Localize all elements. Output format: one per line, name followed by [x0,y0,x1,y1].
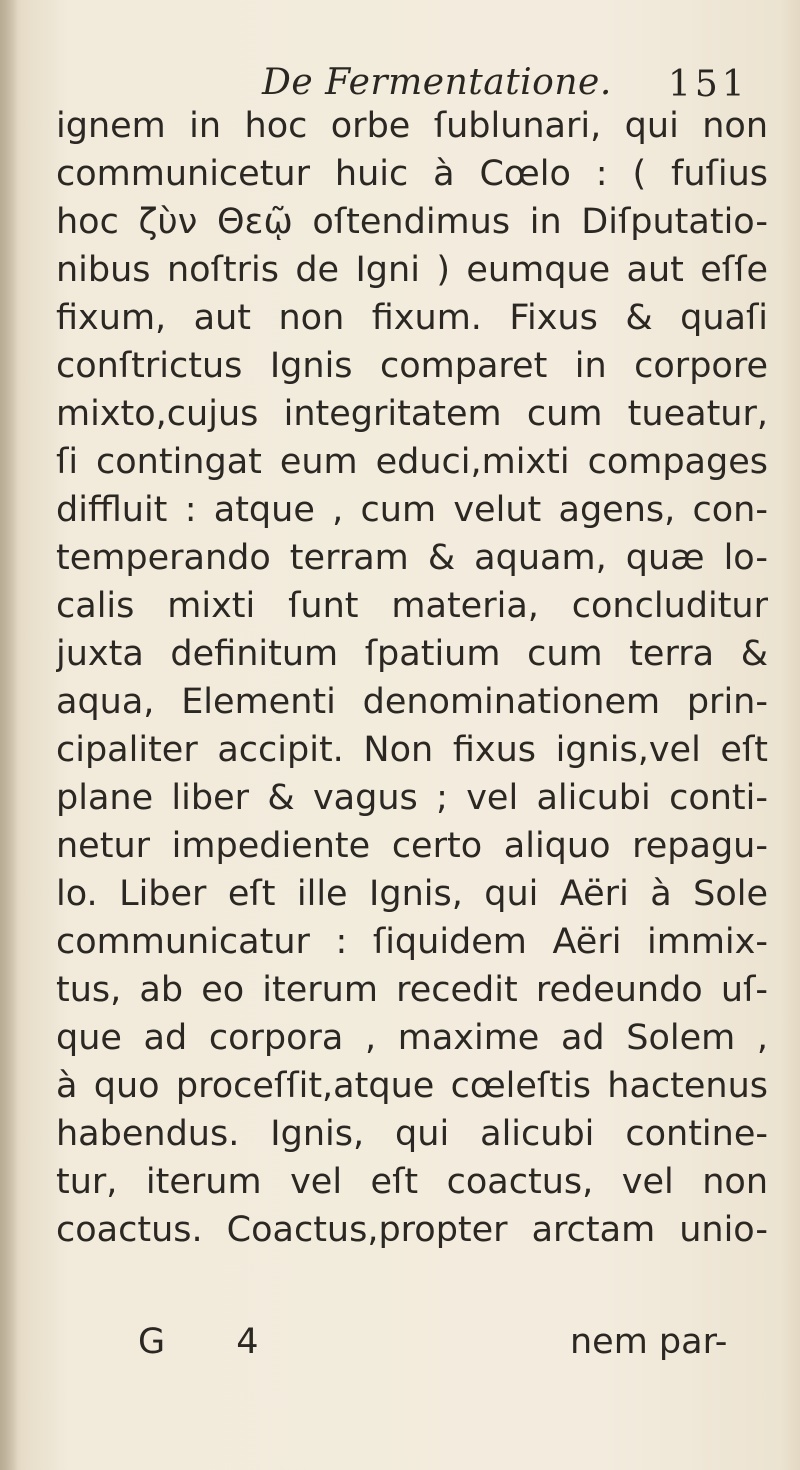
text-line: que ad corpora , maxime ad Solem , [56,1018,768,1058]
text-line: aqua, Elementi denominationem prin- [56,682,768,722]
text-line: lo. Liber eſt ille Ignis, qui Aëri à Sole [56,874,768,914]
text-line: ſi contingat eum educi,mixti compages [56,442,768,482]
text-line: à quo proceſſit,atque cœleſtis hactenus [56,1066,768,1106]
text-line: communicetur huic à Cœlo : ( fuſius [56,154,768,194]
text-line: mixto,cujus integritatem cum tueatur, [56,394,768,434]
text-line: calis mixti ſunt materia, concluditur [56,586,768,626]
text-line: hoc ζὺν Θεῷ oſtendimus in Diſputatio- [56,202,768,242]
text-line: ignem in hoc orbe ſublunari, qui non [56,106,768,146]
text-line: cipaliter accipit. Non fixus ignis,vel eſt [56,730,768,770]
text-line: communicatur : ſiquidem Aëri immix- [56,922,768,962]
catchword: nem par- [570,1322,728,1362]
page-number: 151 [668,64,749,105]
text-line: diffluit : atque , cum velut agens, con- [56,490,768,530]
text-line: juxta definitum ſpatium cum terra & [56,634,768,674]
text-line: coactus. Coactus,propter arctam unio- [56,1210,768,1250]
signature-mark: G 4 [138,1322,289,1362]
text-line: nibus noſtris de Igni ) eumque aut eſſe [56,250,768,290]
text-line: conſtrictus Ignis comparet in corpore [56,346,768,386]
spine-shadow [0,0,18,1470]
running-title: De Fermentatione. [262,62,612,103]
text-line: habendus. Ignis, qui alicubi contine- [56,1114,768,1154]
text-line: temperando terram & aquam, quæ lo- [56,538,768,578]
text-line: tur, iterum vel eſt coactus, vel non [56,1162,768,1202]
text-line: netur impediente certo aliquo repagu- [56,826,768,866]
page-footer [0,1322,800,1372]
text-line: tus, ab eo iterum recedit redeundo uſ- [56,970,768,1010]
text-line: plane liber & vagus ; vel alicubi conti- [56,778,768,818]
text-line: fixum, aut non fixum. Fixus & quaſi [56,298,768,338]
